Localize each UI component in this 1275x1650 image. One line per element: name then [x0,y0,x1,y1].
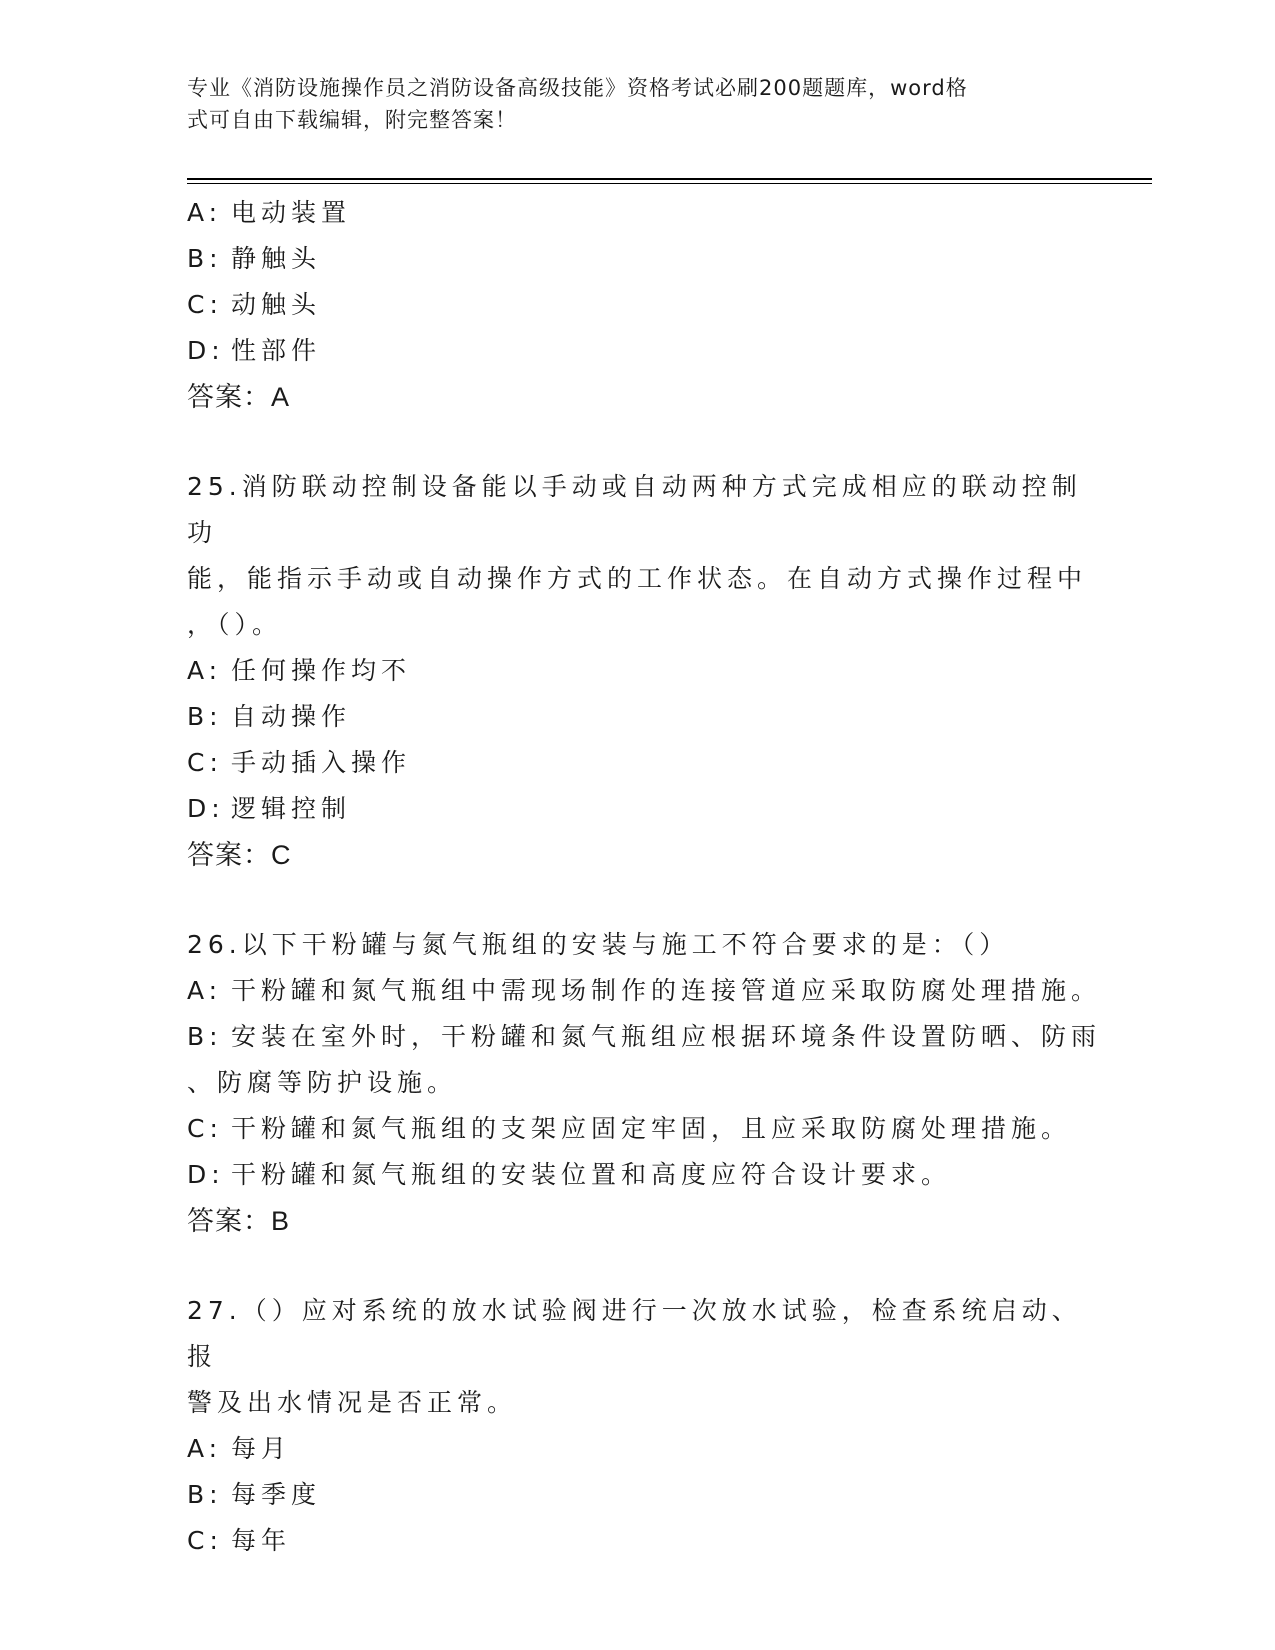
question-27 [187,1288,1087,1564]
header-divider-thick [187,178,1152,180]
question-26 [187,922,1102,1244]
option-c: C: 动触头 [187,290,322,319]
spacer [187,420,1087,464]
option-c: C: 手动插入操作 [187,748,412,777]
option-b: B: 安装在室外时，干粉罐和氮气瓶组应根据环境条件设置防晒、防雨 [187,1022,1102,1051]
header-line-1: 专业《消防设施操作员之消防设备高级技能》资格考试必刷200题题库，word格 [187,76,968,100]
question-stem-line: 26.以下干粉罐与氮气瓶组的安装与施工不符合要求的是：（） [187,930,1010,959]
header-divider-thin [187,183,1152,184]
question-24 [187,190,1087,420]
spacer [187,878,1087,922]
option-d: D: 逻辑控制 [187,794,352,823]
header-line-2: 式可自由下载编辑，附完整答案！ [187,108,517,132]
option-a: A: 任何操作均不 [187,656,412,685]
question-list [187,190,1102,1564]
answer: 答案：A [187,382,291,412]
option-c: C: 干粉罐和氮气瓶组的支架应固定牢固，且应采取防腐处理措施。 [187,1114,1072,1143]
option-d: D: 性部件 [187,336,322,365]
option-b: B: 每季度 [187,1480,322,1509]
option-a: A: 干粉罐和氮气瓶组中需现场制作的连接管道应采取防腐处理措施。 [187,976,1102,1005]
question-stem-line: 27.（）应对系统的放水试验阀进行一次放水试验，检查系统启动、报 [187,1296,1082,1371]
document-header [187,72,1067,136]
option-b: B: 静触头 [187,244,322,273]
option-a: A: 每月 [187,1434,292,1463]
option-c: C: 每年 [187,1526,292,1555]
answer: 答案：C [187,840,292,870]
question-stem-line: 能，能指示手动或自动操作方式的工作状态。在自动方式操作过程中 [187,564,1088,593]
spacer [187,1244,1087,1288]
option-d: D: 干粉罐和氮气瓶组的安装位置和高度应符合设计要求。 [187,1160,952,1189]
option-a: A: 电动装置 [187,198,352,227]
question-stem-line: 25.消防联动控制设备能以手动或自动两种方式完成相应的联动控制功 [187,472,1082,547]
option-b: B: 自动操作 [187,702,352,731]
question-stem-line: ，（）。 [187,610,283,639]
question-stem-line: 警及出水情况是否正常。 [187,1388,518,1417]
answer: 答案：B [187,1206,291,1236]
question-25 [187,464,1087,878]
option-b-continued: 、防腐等防护设施。 [187,1068,458,1097]
